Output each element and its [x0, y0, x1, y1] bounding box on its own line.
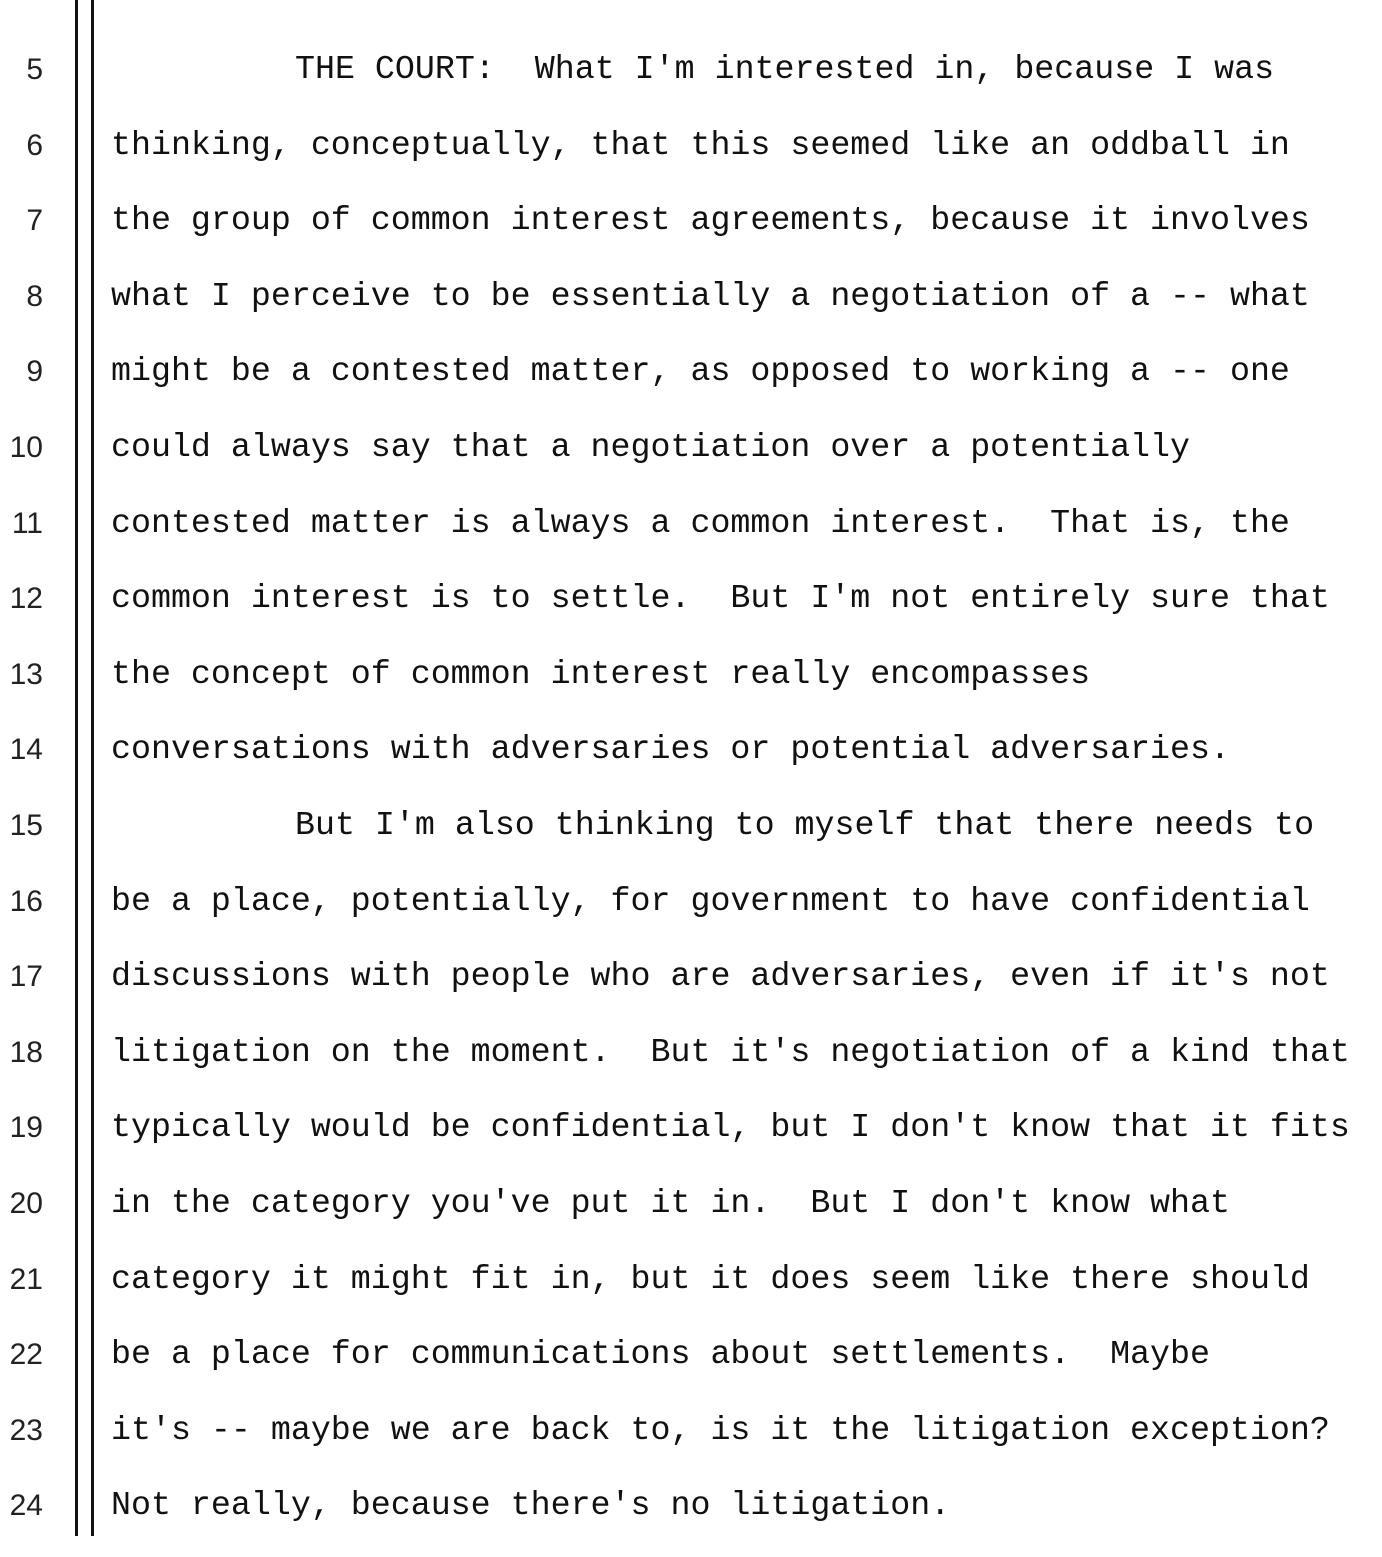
line-text: might be a contested matter, as opposed to working a -- one: [111, 352, 1290, 391]
line-text: conversations with adversaries or potential adversaries.: [111, 730, 1230, 769]
line-number: 19: [9, 1111, 43, 1145]
line-text: it's -- maybe we are back to, is it the litigation exception?: [111, 1410, 1330, 1449]
line-text: could always say that a negotiation over a potentially: [111, 428, 1190, 466]
line-number: 16: [9, 884, 43, 918]
line-text: be a place for communications about settlements. Maybe: [111, 1335, 1210, 1374]
line-text: the group of common interest agreements, because it involves: [111, 201, 1310, 240]
line-number: 7: [26, 204, 43, 238]
line-number: 20: [9, 1187, 43, 1220]
transcript-line: [0, 1481, 1382, 1557]
line-text: typically would be confidential, but I don't know that it fits: [111, 1108, 1350, 1147]
line-number: 21: [9, 1262, 43, 1296]
line-number: 11: [11, 506, 43, 540]
line-number: 17: [9, 960, 43, 994]
line-number: 8: [26, 279, 43, 313]
line-text: contested matter is always a common interest. That is, the: [111, 503, 1290, 542]
line-number: 22: [9, 1338, 43, 1372]
line-text: what I perceive to be essentially a negotiation of a -- what: [111, 276, 1310, 315]
line-text: in the category you've put it in. But I don't know what: [111, 1184, 1230, 1222]
line-number: 6: [26, 128, 43, 162]
line-number: 12: [9, 582, 43, 616]
line-text: But I'm also thinking to myself that there needs to: [295, 806, 1315, 844]
line-text: the concept of common interest really encompasses: [111, 654, 1091, 693]
line-number: 5: [26, 53, 43, 86]
line-number: 23: [9, 1413, 43, 1447]
line-number: 10: [9, 431, 43, 464]
line-number: 14: [9, 733, 43, 767]
line-text: THE COURT: What I'm interested in, because I was: [295, 50, 1275, 88]
line-number: 15: [9, 809, 43, 842]
line-number: 9: [26, 355, 43, 389]
line-text: litigation on the moment. But it's negotiation of a kind that: [111, 1032, 1350, 1071]
line-number: 24: [9, 1489, 43, 1523]
line-number: 13: [9, 657, 43, 691]
line-text: thinking, conceptually, that this seemed like an oddball in: [111, 125, 1290, 164]
line-text: be a place, potentially, for government to have confidential: [111, 881, 1310, 920]
line-text: Not really, because there's no litigation.: [111, 1486, 951, 1525]
line-text: category it might fit in, but it does seem like there should: [111, 1259, 1310, 1298]
line-text: common interest is to settle. But I'm not entirely sure that: [111, 579, 1330, 618]
line-number: 18: [9, 1035, 43, 1069]
line-text: discussions with people who are adversaries, even if it's not: [111, 957, 1330, 996]
